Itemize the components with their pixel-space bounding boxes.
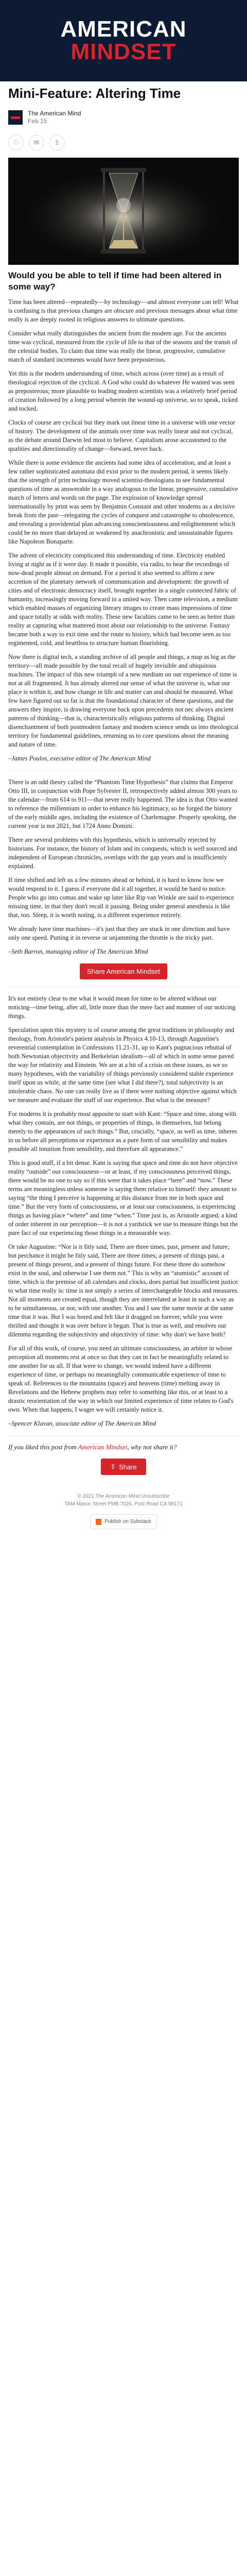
publication-link[interactable]: American Mindset <box>78 1443 128 1451</box>
article-section-2 <box>8 778 239 956</box>
paragraph: Yet this is the modern understanding of time, which across (over time) as a result of theological rejection of the cyclical. A God who could do whatever He wanted was seen as preposterous; more plausible to leading modern scientists was a relatively brief period of creation followed by a long period wherein the wound-up universe, so to speak, ticked and tocked. <box>8 370 238 412</box>
footer <box>8 1493 239 1529</box>
post-title[interactable]: Mini-Feature: Altering Time <box>8 86 181 101</box>
masthead[interactable] <box>0 0 247 81</box>
comment-icon: ✉ <box>33 139 40 147</box>
content <box>0 81 247 1529</box>
share-row <box>8 1459 239 1475</box>
share-prompt-prefix: If you liked this post from <box>8 1443 78 1451</box>
hero-image[interactable] <box>8 158 239 265</box>
paragraph: The advent of electricity complicated this understanding of time. Electricity enabled living at night as if it were day. It made it possible, via radio, to hear the recordings of now-dead people almost on demand. For a period it also seemed to affirm a new accretion of the planetary network of communication and development: the growth of cities and of electronic democracy itself, brought together in a single connected fabric of humanity, increasingly moving forward in a united way. Then came television, a medium which enabled masses of organizing literary images to create mass impressions of time and space totally at odds with reality. These new faculties came to be seen as better than reality at capturing what mattered most about our relationship to the universe. Fantasy became both a way to exit time and the route to history, which had become seen as too regimented, cold, and heartless to structure human flourishing. <box>8 552 238 647</box>
post-actions <box>8 135 239 150</box>
substack-badge[interactable] <box>90 1514 157 1529</box>
masthead-line-2: MINDSET <box>70 39 177 64</box>
share-icon: ⇪ <box>110 1463 116 1470</box>
attribution: –Spencer Klavan, associate editor of The American Mind <box>8 1420 156 1427</box>
paragraph: Now there is digital tech, a standing archive of all people and things, a map as big as the territory—all made possible by the total recall of hugely invisible and ubiquitous machines. The impact of this new triumph of a new medium on our experience of time is not at all fragmented. It has already altered our sense of what the universe is, what our place is within it, and how change in life and matter can and should be measured. What few have figured out so far is that the foundational character of these questions, and the answers they inspire, is drawing everyone back upon precedents not nec always ancient patterns of thinking—that is, characteristically religious patterns of thinking. Digital disenchantment of both postmodern fantasy and modern science sends us into theological territory for fundamental guidelines, returning us to core questions about the meaning and nature of time. <box>8 653 239 748</box>
paragraph: Speculation upon this mystery is of course among the great traditions in philosophy and theology, from Aristotle's patient analysis in Physics 4.10-13, through Augustine's reverential contemplation in Confessions 11.21-31, up to Kant's pugnacious rebuttal of both Newtonian objectivity and Berkeleian idealism—all of which in some sense paved the way for relativity and Einstein. We are at a bit of a crisis on these issues, as we so many hypotheses, with the variability of things previously considered stable experience itself upon us while, at the same time (see what I did there?), total subjectivity is an intolerable chaos. No one can really live as if there were nothing objective against which we measure and evaluate the stuff of our experience. But what is the measure? <box>8 1026 237 1104</box>
share-icon: ⇪ <box>54 139 60 147</box>
paragraph: While there is some evidence the ancients had some idea of acceleration, and at least a few rather sophisticated automata did exist prior to the modern period, it seems likely that the strength of print technology moved scientist-theologians to see fundamental questions of time as answerable in a way analogous to the linear, progressive, cumulative march of letters and words on the page. The explosion of knowledge spread internationally by print was seen by Benjamin Constant and other moderns as a decisive break from the past—relegating the cycles of conquest and catastrophe to obsolescence, and revealing a providential plan advancing conscientiousness and enlightenment which could be no more than delayed or weakened by anachronistic and unsustainable figures like Napoleon Bonaparte. <box>8 459 238 545</box>
paragraph: Time has been altered—repeatedly—by technology—and almost everyone can tell! What is confusing is that previous changes are obscure and previous messages about what time really is are deeply rooted in religious answers to ultimate questions. <box>8 298 239 323</box>
author-avatar[interactable] <box>8 110 23 125</box>
article-section-3 <box>8 994 239 1428</box>
attribution: –Seth Barron, managing editor of The American Mind <box>8 948 148 955</box>
paragraph: This is good stuff, if a bit dense. Kant is saying that space and time do not have objective reality “outside” our consciousness—or at least, if my consciousness perceived things, there would be no one to say so if this were that it takes place “here” and “now.” These terms are meaningless unless someone is saying them relative to himself: they amount to saying “the thing I perceive is happening at this distance from me in both space and time.” But the very form of consciousness, or at least our consciousness, is experiencing things as having place “where” and time “when.” Time just is, as Aristotle argued, a kind of order inherent in our perception—it is not a yardstick we use to measure things but the pure fact of our experiencing those things in a measurable way. <box>8 1159 238 1236</box>
article-section-1 <box>8 270 239 763</box>
share-post-button[interactable] <box>49 135 65 150</box>
hourglass-illustration <box>8 158 239 265</box>
author-name[interactable]: The American Mind <box>28 110 81 117</box>
paragraph: Or take Augustine: “Nor is it fitly said, There are three times, past, present and future; but perchance it might be fitly said, There are three times; a present of things past, a present of things present, and a present of things future. For these three do somehow exist in the soul, and otherwise I see them not.” This is why an “atomistic” account of time, which is the premise of all calendars and clocks, does partial but insufficient justice to what time really is: time is not simply a series of interchangeable blocks and measures. Not all moments are created equal, though they are interrelated at least in such a way as to be simultaneous, or not, with one another. You and I saw the same movie at the same time that it was. But I was bored and felt like it dragged on forever, while you were thrilled and thought it was over before it began. That is true as well, and resolves our dilemma regarding the subjectivity and objectivity of time: why don't we have both? <box>8 1243 239 1338</box>
paragraph: It's not entirely clear to me what it would mean for time to be altered without our noticing—time being, after all, little more than the mere fact and manner of our noticing things. <box>8 995 236 1020</box>
footer-copyright[interactable]: © 2021 The American Mind Unsubscribe <box>77 1494 170 1499</box>
article-heading: Would you be able to tell if time had been altered in some way? <box>8 270 222 292</box>
like-button[interactable] <box>8 135 24 150</box>
comment-button[interactable] <box>29 135 44 150</box>
paragraph: We already have time machines—it's just that they are stuck in one direction and have only one speed. Putting it in reverse or unjamming the throttle is the tricky part. <box>8 925 230 941</box>
paragraph: There are several problems with this hypothesis, which is universally rejected by historians. For instance, the history of Islam and its conquests, which is well sourced and independent of European chronicles, overlaps with the gap years and is insufficiently explained. <box>8 836 237 870</box>
byline <box>8 107 239 128</box>
divider <box>8 770 239 771</box>
publish-date: Feb 15 <box>28 117 47 125</box>
share-button[interactable] <box>101 1459 146 1475</box>
avatar-mark <box>11 116 20 119</box>
paragraph: If time shifted and left us a few minutes ahead or behind, it is hard to know how we would respond to it. I guess if everyone did it all together, it would be hard to notice. People who go into comas and wake up later like Rip van Winkle are said to experience missing time, in that they don't recall it passing. Being under general anesthesia is like that, too. Sleep, it is worth noting, is a different experience entirely. <box>8 876 234 919</box>
share-prompt-suffix: , why not share it? <box>127 1443 177 1451</box>
paragraph: Consider what really distinguishes the ancient from the modern age. For the ancients time was cyclical, measured from the cycle of life to that of the seasons and the transit of the celestial bodies. To claim that time was really the linear, progressive, cumulative march of standard increments would have been preposterous. <box>8 330 237 363</box>
paragraph: Clocks of course are cyclical but they mark out linear time in a universe with one vector of history. The development of the animals over time was really linear and not cyclical, as the debate around Darwin led most to believe. Capitalism arose accustomed to the qualities and directionality of change—forward, never back. <box>8 419 235 452</box>
heart-icon: ♡ <box>13 139 19 147</box>
byline-text <box>28 110 81 125</box>
share-publication-button[interactable]: Share American Mindset <box>80 963 167 979</box>
cta-row <box>8 963 239 979</box>
divider <box>8 1435 239 1436</box>
paragraph: There is an odd theory called the “Phantom Time Hypothesis” that claims that Emperor Otto III, in conjunction with Pope Sylvester II, retrospectively added almost 300 years to the calendar—from 614 to 911—that never really happened. The idea is that Otto wanted to reference the millennium in order to enhance his legitimacy, so he forged the history of the early middle ages, including the existence of Charlemagne. Properly speaking, the current year is not 2021, but 1724 Anno Domini. <box>8 778 238 829</box>
share-prompt <box>8 1443 239 1451</box>
footer-address: TAM Manor Street PMB 7026, Post Road CA 98171 <box>64 1501 183 1507</box>
masthead-line-1: AMERICAN <box>60 16 187 42</box>
substack-label: Publish on Substack <box>104 1519 151 1524</box>
attribution: –James Poulos, executive editor of The American Mind <box>8 755 151 762</box>
substack-icon <box>96 1519 101 1525</box>
paragraph: For moderns it is probably most apposite to start with Kant: “Space and time, along with what they contain, are not things, or properties of things, in themselves, but belong merely to the appearances of such things.” But, crucially, “space, as well as time, inheres in us before all perceptions or experience as a pure form of our sensibility and makes possible all intuition from sensibility, and therefore all appearance.” <box>8 1110 237 1153</box>
paragraph: For all of this work, of course, you need an ultimate consciousness, an arbiter in whose perception all moments rest at once so that they can in fact be meaningfully related to one another for us all. If that were to change, we would indeed have a different experience of time, or perhaps no meaningfully communicable experience of time to speak of. References to the mountains (space) and heavens (time) melting away in Revelations and the Hebrew prophets may refer to something like this, or at least to a drastic reorientation of the way in which our limited experience of time relates to God's own. When that happens, I wager we will certainly notice it. <box>8 1345 234 1413</box>
share-label: Share <box>119 1463 137 1471</box>
